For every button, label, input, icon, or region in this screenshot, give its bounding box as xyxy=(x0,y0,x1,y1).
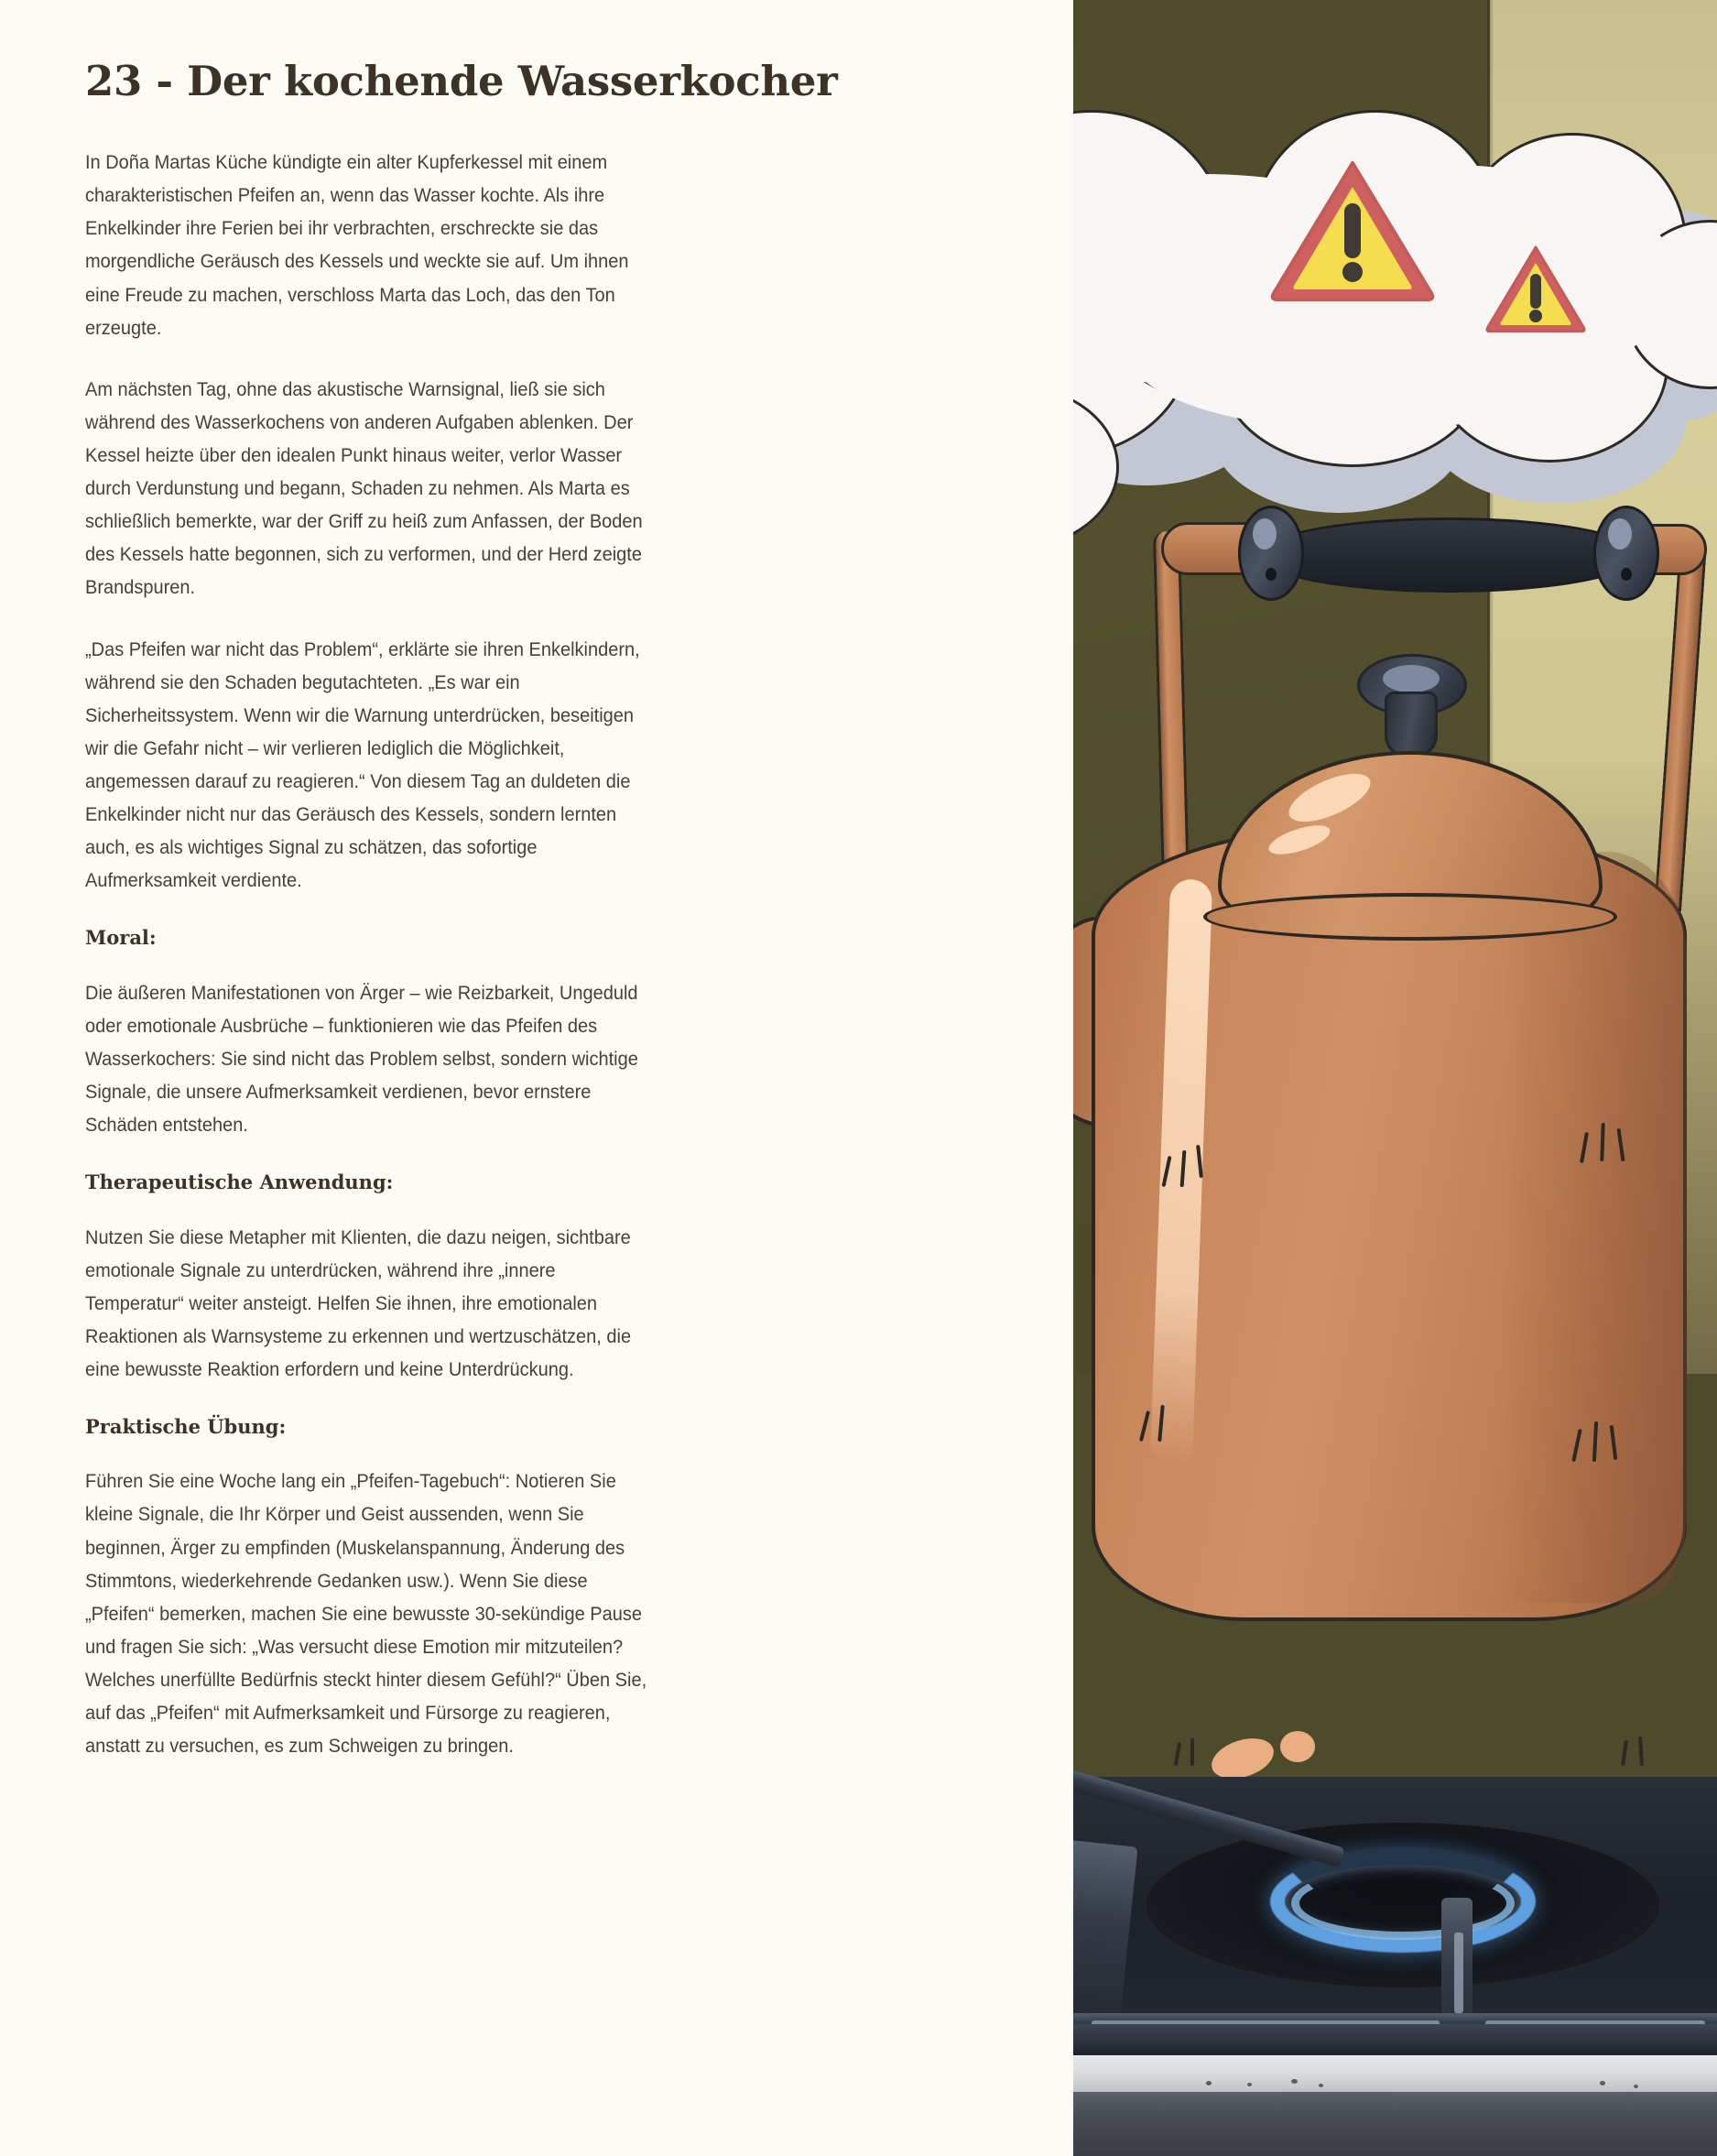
counter-speck xyxy=(1291,2079,1298,2084)
kettle-handle-end-right xyxy=(1593,506,1659,601)
story-paragraph-2: Am nächsten Tag, ohne das akustische Warnsignal, ließ sie sich während des Wasserkochens von anderen Aufgaben ablenken. Der Kessel heizte über den idealen Punkt hinaus weiter, verlor Wasser durch Verdunstung und begann, Schaden zu nehmen. Als Marta es schließlich bemerkte, war der Griff zu heiß zum Anfassen, der Boden des Kessels hatte begonnen, sich zu verformen, und der Herd zeigte Brandspuren. xyxy=(85,377,643,599)
page-title: 23 - Der kochende Wasserkocher xyxy=(85,57,838,105)
section-body-moral: Die äußeren Manifestationen von Ärger – wie Reizbarkeit, Ungeduld oder emotionale Ausbrüche – funktionieren wie das Pfeifen des Wasserkochers: Sie sind nicht das Problem selbst, sondern wichtige Signale, die unsere Aufmerksamkeit verdienen, bevor ernstere Schäden entstehen. xyxy=(85,981,638,1137)
kettle-handle xyxy=(1256,517,1641,593)
handle-highlight xyxy=(1608,518,1632,550)
section-heading-practical-exercise: Praktische Übung: xyxy=(85,1415,287,1439)
section-body-therapeutic-application: Nutzen Sie diese Metapher mit Klienten, die dazu neigen, sichtbare emotionale Signale zu unterdrücken, während ihre „innere Temperatur“ weiter ansteigt. Helfen Sie ihnen, ihre emotionalen Reaktionen als Warnsysteme zu erkennen und wertzuschätzen, die eine bewusste Reaktion erfordern und keine Unterdrückung. xyxy=(85,1225,632,1380)
handle-highlight xyxy=(1253,518,1277,550)
kettle-arm-right xyxy=(1653,535,1707,920)
stove-grate-highlight xyxy=(1454,1933,1463,2013)
handle-rivet xyxy=(1621,568,1632,581)
floor xyxy=(1073,2092,1717,2156)
counter-speck xyxy=(1319,2084,1323,2087)
kettle-body-shadow xyxy=(1504,852,1687,1603)
kettle-wear-spot xyxy=(1280,1731,1315,1762)
counter-speck xyxy=(1247,2083,1252,2086)
counter-surface xyxy=(1073,2055,1717,2092)
section-heading-moral: Moral: xyxy=(85,926,157,950)
counter-speck xyxy=(1634,2085,1638,2088)
gas-flame-inner xyxy=(1291,1867,1515,1940)
counter-speck xyxy=(1206,2081,1212,2085)
story-paragraph-3: „Das Pfeifen war nicht das Problem“, erklärte sie ihren Enkelkindern, während sie den Schaden begutachteten. „Es war ein Sicherheitssystem. Wenn wir die Warnung unterdrücken, beseitigen wir die Gefahr nicht – wir verlieren lediglich die Möglichkeit, angemessen darauf zu reagieren.“ Von diesem Tag an duldeten die Enkelkinder nicht nur das Geräusch des Kessels, sondern lernten auch, es als wichtiges Signal zu schätzen, das sofortige Aufmerksamkeit verdiente. xyxy=(85,637,640,892)
counter-speck xyxy=(1600,2081,1605,2085)
illustration-panel xyxy=(1073,0,1717,2156)
section-body-practical-exercise: Führen Sie eine Woche lang ein „Pfeifen-Tagebuch“: Notieren Sie kleine Signale, die Ihr Körper und Geist aussenden, wenn Sie beginnen, Ärger zu empfinden (Muskelanspannung, Änderung des Stimmtons, wiederkehrende Gedanken usw.). Wenn Sie diese „Pfeifen“ bemerken, machen Sie eine bewusste 30-sekündige Pause und fragen Sie sich: „Was versucht diese Emotion mir mitzuteilen? Welches unerfüllte Bedürfnis steckt hinter diesem Gefühl?“ Üben Sie, auf das „Pfeifen“ mit Aufmerksamkeit und Fürsorge zu reagieren, anstatt zu versuchen, es zum Schweigen zu bringen. xyxy=(85,1470,647,1758)
kettle-heat-mark xyxy=(1638,1737,1644,1766)
handle-rivet xyxy=(1266,568,1277,581)
knob-highlight xyxy=(1383,665,1440,692)
kettle-heat-mark xyxy=(1621,1740,1628,1766)
story-paragraph-1: In Doña Martas Küche kündigte ein alter Kupferkessel mit einem charakteristischen Pfeifen an, wenn das Wasser kochte. Als ihre Enkelkinder ihre Ferien bei ihr verbrachten, erschreckte sie das morgendliche Geräusch des Kessels und weckte sie auf. Um ihnen eine Freude zu machen, verschloss Marta das Loch, das den Ton erzeugte. xyxy=(85,151,629,339)
stove-front-rail xyxy=(1073,2024,1717,2055)
kettle-lid-knob-stem xyxy=(1385,691,1438,757)
kettle-collar xyxy=(1203,893,1617,941)
kettle-heat-mark xyxy=(1174,1742,1181,1766)
kettle-heat-mark xyxy=(1190,1738,1194,1766)
section-heading-therapeutic-application: Therapeutische Anwendung: xyxy=(85,1171,394,1194)
kettle-handle-end-left xyxy=(1238,506,1304,601)
